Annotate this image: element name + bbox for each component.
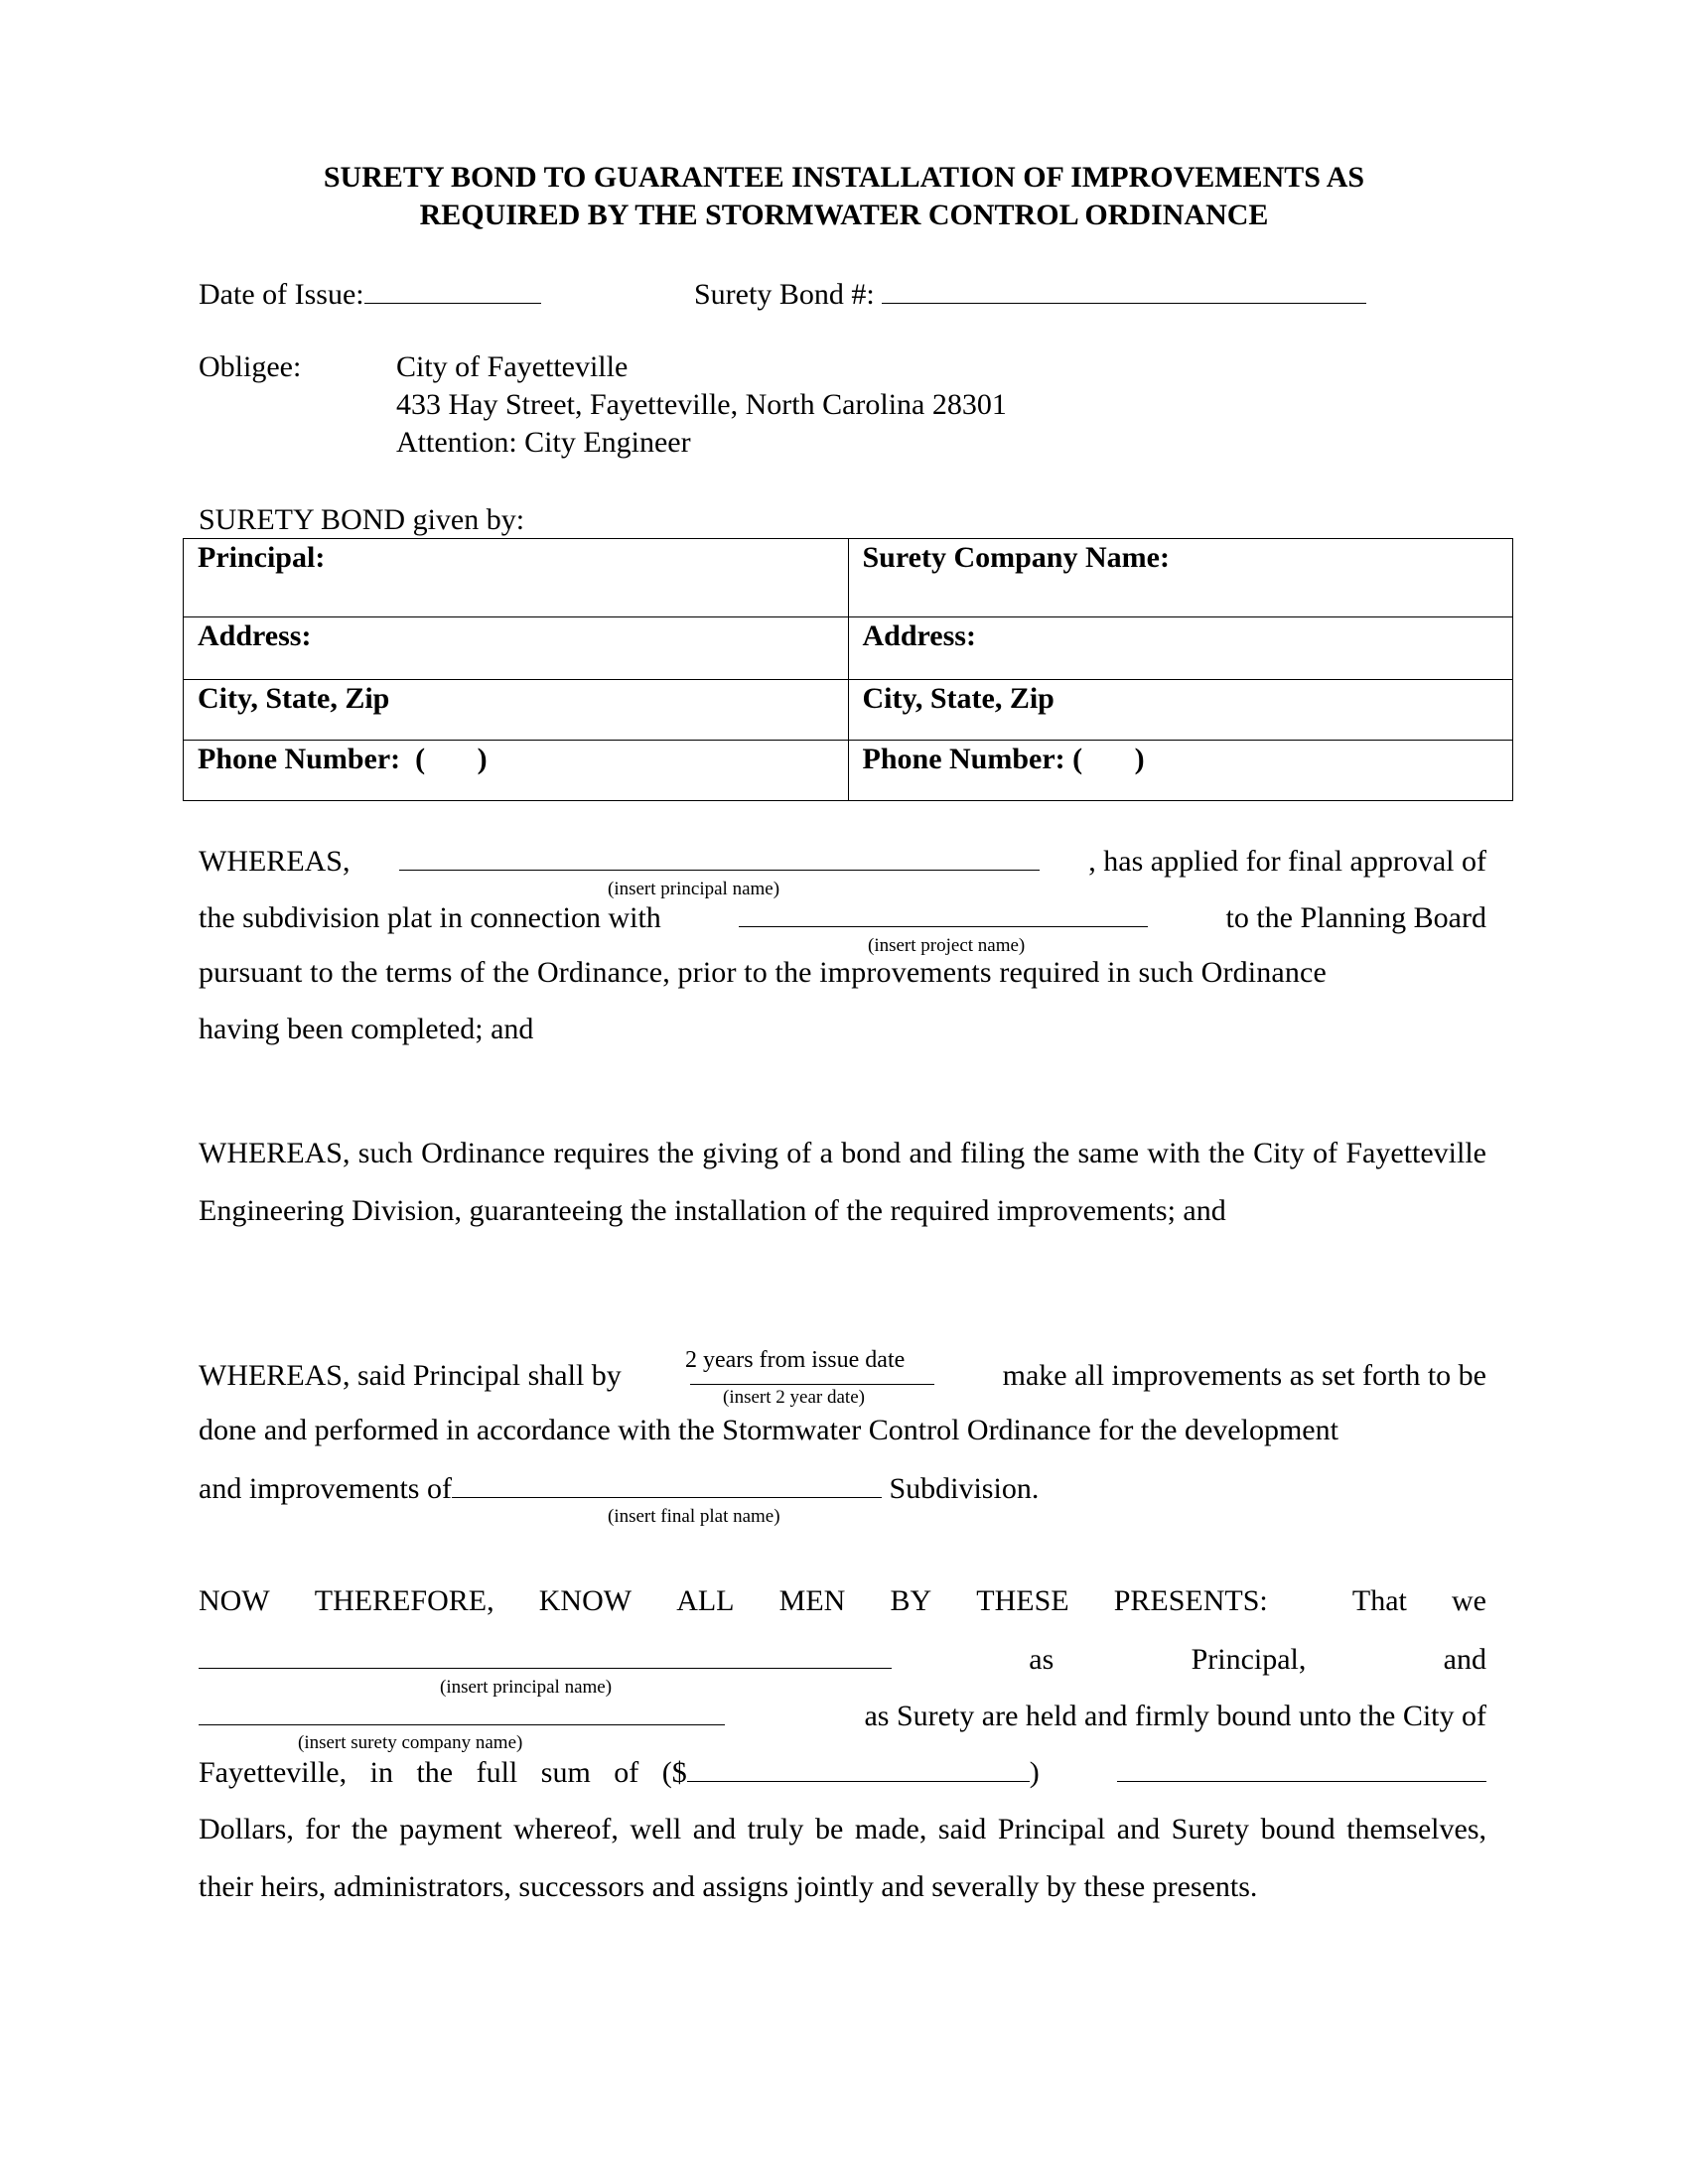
sum-numeric-blank[interactable] <box>687 1753 1030 1782</box>
word-and: and <box>1443 1643 1486 1676</box>
surety-bond-number-field <box>694 275 1366 313</box>
obligee-name: City of Fayetteville <box>396 350 629 383</box>
principal-phone-cell[interactable] <box>184 741 849 801</box>
word-7: THESE <box>976 1584 1069 1617</box>
principal-address-cell[interactable] <box>184 617 849 680</box>
full-sum-text <box>199 1753 1040 1791</box>
given-by-label: SURETY BOND given by: <box>199 503 525 536</box>
principal-address-label: Address: <box>198 619 312 652</box>
surety-phone-cell[interactable] <box>848 741 1513 801</box>
hint-surety-company-name: (insert surety company name) <box>298 1732 523 1753</box>
principal-cell[interactable] <box>184 539 849 617</box>
surety-address-label: Address: <box>862 619 976 652</box>
word-2: THEREFORE, <box>314 1584 494 1617</box>
surety-bond-number-label: Surety Bond #: <box>694 278 875 311</box>
word-3: KNOW <box>538 1584 633 1617</box>
principal-name-blank-2[interactable] <box>199 1640 892 1669</box>
principal-phone-label: Phone Number: ( ) <box>198 743 488 775</box>
whereas1-line3-text: pursuant to the terms of the Ordinance, prior to the improvements required in such Ordinance <box>199 956 1327 989</box>
hint-principal-name-2: (insert principal name) <box>440 1677 613 1698</box>
word-4: ALL <box>676 1584 735 1617</box>
surety-bond-number-blank[interactable] <box>882 275 1366 304</box>
now-therefore-line3-end: as Surety are held and firmly bound unto the City of <box>864 1700 1486 1732</box>
whereas1-line2 <box>199 898 1486 936</box>
surety-address-cell[interactable] <box>848 617 1513 680</box>
now-therefore-line1 <box>199 1583 1486 1619</box>
whereas3-start: WHEREAS, said Principal shall by <box>199 1359 622 1392</box>
two-year-date-value[interactable]: 2 years from issue date <box>685 1347 906 1373</box>
now-therefore-line3 <box>199 1697 1486 1734</box>
document-title <box>149 159 1539 234</box>
two-year-date-blank[interactable] <box>690 1356 934 1385</box>
whereas3-line3 <box>199 1469 1039 1507</box>
principal-city-label: City, State, Zip <box>198 682 390 715</box>
surety-city-label: City, State, Zip <box>862 682 1055 715</box>
whereas3-line2 <box>199 1413 1486 1448</box>
final-plat-name-blank[interactable] <box>452 1469 882 1498</box>
whereas1-line4: having been completed; and <box>199 1013 534 1045</box>
full-sum-start: Fayetteville, in the full sum of ($ <box>199 1756 687 1789</box>
now-therefore-rest: Dollars, for the payment whereof, well and truly be made, said Principal and Surety bound themselves, their heirs, administrators, successors and assigns jointly and severally by these presents. <box>199 1813 1486 1903</box>
word-8: PRESENTS: <box>1113 1584 1268 1617</box>
word-principal: Principal, <box>1191 1643 1307 1676</box>
whereas1-line3 <box>199 955 1486 991</box>
date-of-issue-label: Date of Issue: <box>199 278 364 311</box>
principal-label: Principal: <box>198 541 326 574</box>
hint-principal-name-1: (insert principal name) <box>608 879 780 899</box>
whereas3-line3-end: Subdivision. <box>889 1472 1040 1505</box>
surety-company-name-blank[interactable] <box>199 1697 725 1725</box>
word-6: BY <box>890 1584 932 1617</box>
obligee-label: Obligee: <box>199 350 302 383</box>
principal-name-blank-1[interactable] <box>399 842 1040 871</box>
parties-table <box>183 538 1513 801</box>
surety-phone-label: Phone Number: ( ) <box>862 743 1145 775</box>
surety-city-cell[interactable] <box>848 680 1513 741</box>
principal-city-cell[interactable] <box>184 680 849 741</box>
title-line-1: SURETY BOND TO GUARANTEE INSTALLATION OF IMPROVEMENTS AS <box>323 161 1365 194</box>
whereas3-line3-start: and improvements of <box>199 1472 452 1505</box>
whereas1-line1 <box>199 842 1486 880</box>
word-10: we <box>1451 1584 1486 1617</box>
sum-words-blank[interactable] <box>1117 1753 1486 1782</box>
date-of-issue-field <box>199 275 541 313</box>
obligee-attention: Attention: City Engineer <box>396 426 691 459</box>
word-5: MEN <box>778 1584 846 1617</box>
surety-company-label: Surety Company Name: <box>862 541 1170 574</box>
word-1: NOW <box>199 1584 270 1617</box>
whereas1-after-blank: , has applied for final approval of <box>1088 845 1486 878</box>
hint-project-name: (insert project name) <box>868 935 1026 956</box>
whereas1-start: WHEREAS, <box>199 845 351 878</box>
project-name-blank[interactable] <box>739 898 1148 927</box>
whereas3-after: make all improvements as set forth to be <box>1002 1359 1486 1392</box>
hint-two-year-date: (insert 2 year date) <box>723 1387 865 1408</box>
full-sum-close: ) <box>1029 1756 1040 1789</box>
word-9: That <box>1351 1584 1407 1617</box>
date-of-issue-blank[interactable] <box>364 275 541 304</box>
whereas2-paragraph: WHEREAS, such Ordinance requires the giving of a bond and filing the same with the City of Fayetteville Engineering Division, guaranteeing the installation of the required improvements; and <box>199 1137 1486 1227</box>
whereas1-line2-end: to the Planning Board <box>1225 901 1486 934</box>
whereas1-line2-start: the subdivision plat in connection with <box>199 901 661 934</box>
hint-final-plat-name: (insert final plat name) <box>608 1506 780 1527</box>
title-line-2: REQUIRED BY THE STORMWATER CONTROL ORDINANCE <box>419 199 1269 231</box>
surety-company-cell[interactable] <box>848 539 1513 617</box>
obligee-address: 433 Hay Street, Fayetteville, North Carolina 28301 <box>396 388 1007 421</box>
word-as: as <box>1029 1643 1055 1676</box>
whereas3-line2-text: done and performed in accordance with the Stormwater Control Ordinance for the development <box>199 1414 1338 1446</box>
now-therefore-line4 <box>199 1753 1486 1791</box>
now-therefore-line2 <box>199 1640 1486 1678</box>
